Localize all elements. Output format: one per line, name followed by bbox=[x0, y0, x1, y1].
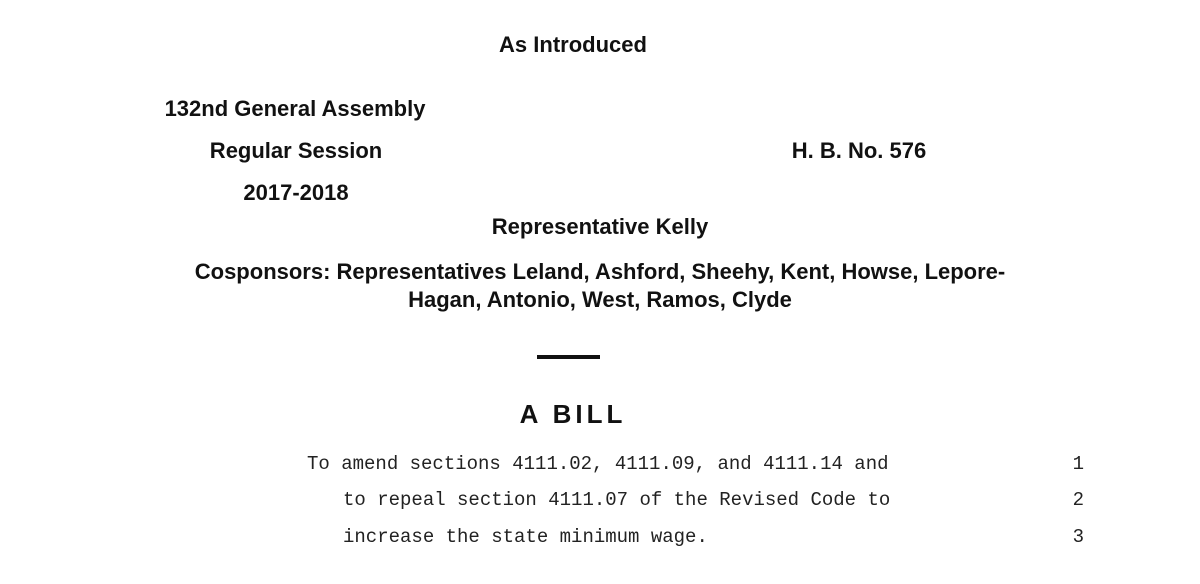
line-number-2: 2 bbox=[1072, 489, 1084, 511]
general-assembly: 132nd General Assembly bbox=[164, 96, 426, 121]
bill-title-line-2: to repeal section 4111.07 of the Revised Code to bbox=[343, 489, 891, 511]
bill-status: As Introduced bbox=[499, 32, 647, 57]
session-name: Regular Session bbox=[209, 138, 383, 163]
bill-number: H. B. No. 576 bbox=[791, 138, 927, 163]
divider-rule bbox=[537, 355, 600, 359]
session-years: 2017-2018 bbox=[243, 180, 349, 205]
cosponsors bbox=[160, 258, 1040, 314]
bill-heading: A BILL bbox=[519, 399, 627, 429]
bill-title-line-1: To amend sections 4111.02, 4111.09, and 4111.14 and bbox=[307, 453, 889, 475]
bill-title-line-3: increase the state minimum wage. bbox=[343, 526, 708, 548]
cosponsors-line-2: Hagan, Antonio, West, Ramos, Clyde bbox=[408, 287, 792, 312]
sponsor: Representative Kelly bbox=[491, 214, 709, 239]
line-number-3: 3 bbox=[1072, 526, 1084, 548]
line-number-1: 1 bbox=[1072, 453, 1084, 475]
cosponsors-line-1: Cosponsors: Representatives Leland, Ashford, Sheehy, Kent, Howse, Lepore- bbox=[194, 259, 1006, 284]
